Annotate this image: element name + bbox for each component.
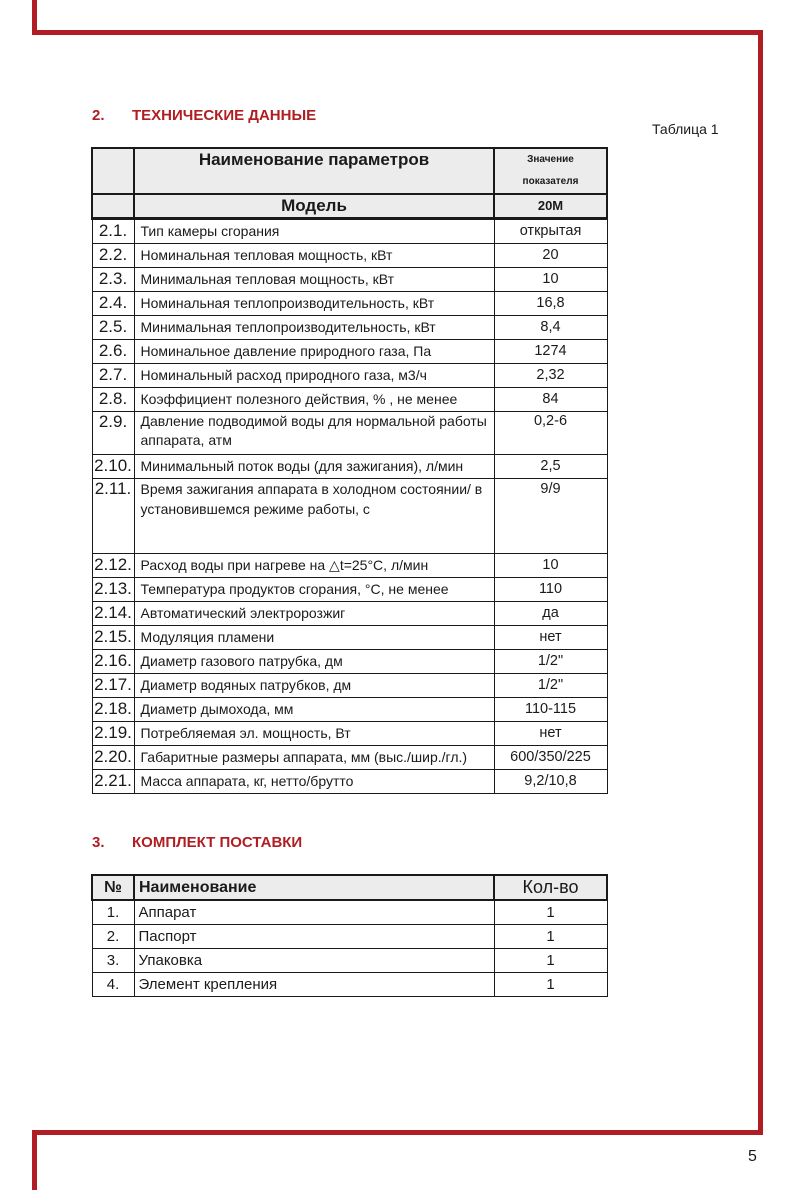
section-2-title: ТЕХНИЧЕСКИЕ ДАННЫЕ [132, 107, 317, 124]
spec-row-number: 2.12. [92, 554, 134, 578]
spec-model-num-cell [92, 194, 134, 219]
spec-row-value: 1/2" [494, 674, 607, 698]
spec-row [92, 268, 607, 292]
spec-header-param: Наименование параметров [134, 148, 494, 194]
spec-row-value: 2,32 [494, 364, 607, 388]
kit-row-name: Аппарат [134, 900, 494, 925]
spec-row-number: 2.3. [92, 268, 134, 292]
spec-row-number: 2.14. [92, 602, 134, 626]
kit-row-number: 1. [92, 900, 134, 925]
kit-row-number: 3. [92, 949, 134, 973]
spec-row-parameter: Габаритные размеры аппарата, мм (выс./шир./гл.) [134, 746, 494, 770]
spec-row-parameter: Номинальный расход природного газа, м3/ч [134, 364, 494, 388]
spec-row-value: нет [494, 722, 607, 746]
spec-row-parameter: Минимальная тепловая мощность, кВт [134, 268, 494, 292]
kit-row-number: 2. [92, 925, 134, 949]
kit-row-number: 4. [92, 973, 134, 997]
spec-row-value: 9,2/10,8 [494, 770, 607, 794]
spec-row-value: 110 [494, 578, 607, 602]
technical-data-table [91, 147, 608, 794]
spec-row [92, 554, 607, 578]
kit-row [92, 925, 607, 949]
kit-header-row [92, 875, 607, 900]
section-3-title: КОМПЛЕКТ ПОСТАВКИ [132, 834, 303, 851]
spec-row [92, 650, 607, 674]
spec-row-value: 1/2" [494, 650, 607, 674]
spec-row-parameter: Номинальное давление природного газа, Па [134, 340, 494, 364]
spec-row [92, 746, 607, 770]
spec-row-parameter: Модуляция пламени [134, 626, 494, 650]
frame-border-bottom-left [32, 1130, 37, 1190]
kit-row [92, 900, 607, 925]
spec-row-number: 2.6. [92, 340, 134, 364]
delivery-set-table [91, 874, 608, 997]
spec-header-num-cell [92, 148, 134, 194]
page-number: 5 [748, 1148, 757, 1165]
spec-row-value: 20 [494, 244, 607, 268]
spec-row-parameter: Масса аппарата, кг, нетто/брутто [134, 770, 494, 794]
kit-row [92, 973, 607, 997]
spec-row-number: 2.10. [92, 455, 134, 479]
spec-row-parameter: Диаметр водяных патрубков, дм [134, 674, 494, 698]
spec-row [92, 244, 607, 268]
spec-row-number: 2.9. [92, 412, 134, 455]
spec-row-value: 10 [494, 554, 607, 578]
frame-border-right [758, 30, 763, 1135]
kit-header-qty: Кол-во [494, 875, 607, 900]
spec-row-number: 2.7. [92, 364, 134, 388]
spec-row-value: 2,5 [494, 455, 607, 479]
spec-row-parameter: Минимальная теплопроизводительность, кВт [134, 316, 494, 340]
spec-row-number: 2.2. [92, 244, 134, 268]
spec-row-value: да [494, 602, 607, 626]
spec-row-number: 2.15. [92, 626, 134, 650]
spec-row-parameter: Давление подводимой воды для нормальной работы аппарата, атм [134, 412, 494, 455]
spec-row [92, 455, 607, 479]
spec-row [92, 674, 607, 698]
spec-row [92, 340, 607, 364]
spec-row [92, 578, 607, 602]
spec-row-parameter: Номинальная теплопроизводительность, кВт [134, 292, 494, 316]
spec-row-number: 2.20. [92, 746, 134, 770]
spec-row [92, 412, 607, 455]
spec-row-number: 2.21. [92, 770, 134, 794]
spec-row-number: 2.4. [92, 292, 134, 316]
spec-row-number: 2.1. [92, 219, 134, 244]
spec-row [92, 219, 607, 244]
spec-row-value: 16,8 [494, 292, 607, 316]
spec-row-parameter: Расход воды при нагреве на △t=25°С, л/мин [134, 554, 494, 578]
spec-row-value: 9/9 [494, 479, 607, 554]
spec-row [92, 292, 607, 316]
spec-row-number: 2.13. [92, 578, 134, 602]
spec-row [92, 626, 607, 650]
section-3-number: 3. [92, 834, 105, 851]
section-2-heading [92, 107, 316, 124]
kit-header-name: Наименование [134, 875, 494, 900]
kit-row-qty: 1 [494, 900, 607, 925]
kit-row-qty: 1 [494, 949, 607, 973]
spec-row-number: 2.5. [92, 316, 134, 340]
spec-row-parameter: Минимальный поток воды (для зажигания), л/мин [134, 455, 494, 479]
spec-header-row [92, 148, 607, 194]
spec-row-parameter: Потребляемая эл. мощность, Вт [134, 722, 494, 746]
spec-header-value: Значение показателя [494, 148, 607, 194]
spec-model-row [92, 194, 607, 219]
spec-row-parameter: Коэффициент полезного действия, % , не менее [134, 388, 494, 412]
kit-row-qty: 1 [494, 925, 607, 949]
spec-row [92, 364, 607, 388]
spec-row [92, 388, 607, 412]
frame-border-bottom [32, 1130, 763, 1135]
spec-row-value: 84 [494, 388, 607, 412]
spec-row-value: 0,2-6 [494, 412, 607, 455]
spec-row-value: 8,4 [494, 316, 607, 340]
spec-row-number: 2.11. [92, 479, 134, 554]
spec-row-parameter: Диаметр дымохода, мм [134, 698, 494, 722]
spec-row-value: 110-115 [494, 698, 607, 722]
kit-row-name: Паспорт [134, 925, 494, 949]
kit-row-name: Упаковка [134, 949, 494, 973]
spec-row-number: 2.16. [92, 650, 134, 674]
spec-model-value: 20М [494, 194, 607, 219]
spec-row-parameter: Температура продуктов сгорания, °С, не менее [134, 578, 494, 602]
spec-row-value: 600/350/225 [494, 746, 607, 770]
kit-row-qty: 1 [494, 973, 607, 997]
spec-row-value: 1274 [494, 340, 607, 364]
spec-model-label: Модель [134, 194, 494, 219]
spec-row-parameter: Тип камеры сгорания [134, 219, 494, 244]
kit-row-name: Элемент крепления [134, 973, 494, 997]
section-2-number: 2. [92, 107, 105, 124]
spec-row-number: 2.17. [92, 674, 134, 698]
spec-row-number: 2.19. [92, 722, 134, 746]
spec-row-value: 10 [494, 268, 607, 292]
spec-row-parameter: Номинальная тепловая мощность, кВт [134, 244, 494, 268]
spec-row [92, 722, 607, 746]
spec-row-value: нет [494, 626, 607, 650]
spec-row [92, 602, 607, 626]
spec-row-parameter: Время зажигания аппарата в холодном состоянии/ в установившемся режиме работы, с [134, 479, 494, 554]
section-3-heading [92, 834, 302, 851]
kit-row [92, 949, 607, 973]
spec-row-value: открытая [494, 219, 607, 244]
spec-row [92, 698, 607, 722]
kit-header-num: № [92, 875, 134, 900]
spec-row [92, 479, 607, 554]
spec-row-parameter: Автоматический электророзжиг [134, 602, 494, 626]
table-caption: Таблица 1 [652, 121, 719, 137]
spec-row [92, 316, 607, 340]
spec-row-number: 2.8. [92, 388, 134, 412]
frame-border-top [32, 30, 763, 35]
spec-row [92, 770, 607, 794]
spec-row-parameter: Диаметр газового патрубка, дм [134, 650, 494, 674]
spec-row-number: 2.18. [92, 698, 134, 722]
